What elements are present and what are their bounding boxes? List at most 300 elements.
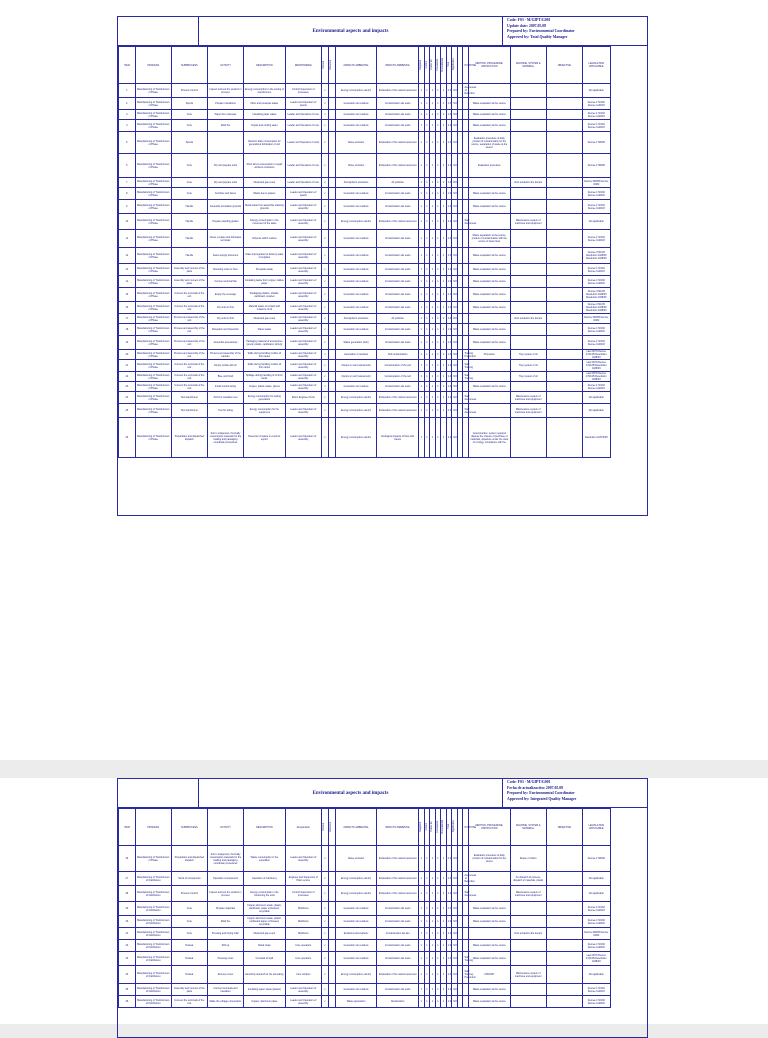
cell-activity: Blue unit finish bbox=[207, 372, 243, 382]
cell-score: 1 bbox=[441, 846, 447, 872]
cell-normal: x bbox=[321, 120, 328, 132]
cell-impact: Soil contamination bbox=[377, 350, 419, 360]
cell-description: Copper aluminum waste, plastic, cardboard, paper embossed, recyclable bbox=[244, 902, 286, 916]
cell-score: 1 bbox=[435, 360, 441, 372]
cell-subprocess: Process Control bbox=[171, 84, 207, 98]
cell-score: 1 bbox=[441, 302, 447, 314]
column-header-responsible-label: RESPONSIBLE bbox=[294, 63, 312, 67]
cell-normal: x bbox=[321, 404, 328, 418]
cell-machine: Dust extraction the dumps bbox=[510, 314, 546, 324]
cell-impact: Contamination del suelo bbox=[377, 110, 419, 120]
cell-purpose: Staff Training bbox=[463, 360, 469, 372]
cell-impact: Contamination of the soil bbox=[377, 372, 419, 382]
cell-objective bbox=[546, 372, 582, 382]
column-header-abnormal-label: Abnormal bbox=[330, 821, 333, 832]
cell-score: 1 bbox=[419, 886, 425, 902]
cell-score: 1 bbox=[430, 966, 436, 984]
cell-activity: Prepare materials bbox=[207, 902, 243, 916]
column-header-purpose-label: PURPOSE bbox=[464, 63, 477, 67]
cell-score: 1.6 bbox=[446, 230, 452, 248]
cell-responsible: Leader and Operators of assembly bbox=[285, 276, 321, 288]
cell-method bbox=[468, 372, 510, 382]
cell-aspect: Generation de residuos bbox=[335, 902, 377, 916]
cell-process: Manufacturing of Transformers of Phase bbox=[135, 132, 171, 154]
cell-law: Not applicable bbox=[582, 886, 610, 902]
cell-activity: Dry and prepare units bbox=[207, 178, 243, 188]
cell-method: Evaluation procedure of daily product of contamination for the source bbox=[468, 846, 510, 872]
cell-machine bbox=[510, 940, 546, 952]
cell-significant: NO bbox=[452, 336, 458, 350]
cell-aspect: Generation de residuos bbox=[335, 984, 377, 996]
sheet-page-2 bbox=[117, 778, 648, 1038]
cell-score: 1 bbox=[441, 120, 447, 132]
cell-score: 1 bbox=[419, 350, 425, 360]
cell-aspect: Energy consumption electric bbox=[335, 418, 377, 458]
cell-objective bbox=[546, 276, 582, 288]
column-header-legislation bbox=[582, 809, 610, 846]
cell-score: 1 bbox=[430, 188, 436, 200]
cell-score: 1 bbox=[435, 214, 441, 230]
column-header-process-label: PROCESS bbox=[147, 825, 160, 829]
table-row bbox=[119, 996, 647, 1008]
cell-score: 1 bbox=[430, 392, 436, 404]
cell-significant: NO bbox=[452, 154, 458, 178]
cell-aspect: Energy consumption electric bbox=[335, 404, 377, 418]
cell-activity: Assemble simulation grounds bbox=[207, 200, 243, 214]
cell-normal: x bbox=[321, 350, 328, 360]
cell-description: Energy consumption for testing generators bbox=[244, 392, 286, 404]
cell-score: 1 bbox=[441, 984, 447, 996]
cell-law: Law 09/79 Decree 4741/05 Resolution 1188/03 bbox=[582, 952, 610, 966]
cell-score: 1 bbox=[435, 382, 441, 392]
cell-abnormal bbox=[328, 120, 335, 132]
cell-score: 1 bbox=[430, 214, 436, 230]
table-row bbox=[119, 846, 647, 872]
cell-score: 1 bbox=[419, 360, 425, 372]
cell-impact: Contamination del suelo bbox=[377, 984, 419, 996]
cell-subprocess: Core bbox=[171, 154, 207, 178]
cell-impact: Contamination del suelo bbox=[377, 336, 419, 350]
cell-description: Copper, plastic waste, gloves bbox=[244, 382, 286, 392]
cell-score: 1 bbox=[419, 372, 425, 382]
cell-activity: Test for wiring bbox=[207, 404, 243, 418]
cell-law: Decree 1713/02 Decree 1140/03 bbox=[582, 916, 610, 928]
cell-score: 1 bbox=[419, 248, 425, 264]
cell-abnormal bbox=[328, 132, 335, 154]
meta-prepared-by: Prepared by: Environmental Coordinator bbox=[507, 29, 575, 33]
cell-item: 1 bbox=[119, 84, 136, 98]
cell-responsible: Leader and Operators of assembly bbox=[285, 382, 321, 392]
column-header-abnormal-label: Abnormal bbox=[330, 59, 333, 70]
cell-score: 1 bbox=[430, 350, 436, 360]
cell-score: 1 bbox=[424, 872, 430, 886]
cell-objective bbox=[546, 404, 582, 418]
cell-normal: x bbox=[321, 154, 328, 178]
cell-abnormal bbox=[328, 314, 335, 324]
cell-score: 1.6 bbox=[446, 928, 452, 940]
cell-law: Not applicable bbox=[582, 392, 610, 404]
aspects-table-page-2 bbox=[118, 808, 647, 1008]
cell-description: Insulating waste from copper, cables paper bbox=[244, 276, 286, 288]
cell-score: 1 bbox=[424, 360, 430, 372]
column-header-normal bbox=[321, 47, 328, 84]
cell-normal: x bbox=[321, 98, 328, 110]
cell-activity: Dry units in Port bbox=[207, 302, 243, 314]
table-row bbox=[119, 120, 647, 132]
cell-purpose: Staff Awareness bbox=[463, 392, 469, 404]
cell-item: 21 bbox=[119, 360, 136, 372]
cell-law: Decree 1713/02 Decree 1140/03 bbox=[582, 984, 610, 996]
cell-responsible: Leader and Operators of assembly bbox=[285, 360, 321, 372]
cell-method: Waste separation at the source bbox=[468, 188, 510, 200]
cell-score: 1 bbox=[435, 264, 441, 276]
cell-machine bbox=[510, 154, 546, 178]
cell-score: 1.6 bbox=[446, 98, 452, 110]
cell-score: 1.6 bbox=[446, 110, 452, 120]
meta-approved-by: Approved by: Total Quality Manager bbox=[507, 34, 568, 39]
cell-score: 1 bbox=[435, 178, 441, 188]
cell-score: 1 bbox=[430, 178, 436, 188]
cell-score: 1.6 bbox=[446, 276, 452, 288]
cell-purpose: Staff Training bbox=[464, 373, 473, 380]
cell-law: Decree 1728/96 bbox=[582, 132, 610, 154]
cell-score: 1 bbox=[424, 916, 430, 928]
cell-score: 1 bbox=[419, 966, 425, 984]
cell-score: 1 bbox=[424, 350, 430, 360]
cell-impact: Exhaustion of the natural resources bbox=[377, 966, 419, 984]
column-header-legislation-label: LEGISLATION APPLICABLE bbox=[588, 824, 605, 830]
meta-code: Code: F03 - M/GIPT/G001 bbox=[507, 18, 551, 22]
cell-process: Manufacturing of Transformers of Phase bbox=[136, 315, 170, 322]
cell-subprocess: Assembly and connect of the parts bbox=[171, 264, 207, 276]
cell-method: Waste separation at the source bbox=[468, 984, 510, 996]
aspects-table-page-1 bbox=[118, 46, 647, 458]
cell-objective bbox=[546, 846, 582, 872]
cell-score: 1 bbox=[424, 110, 430, 120]
cell-activity: Operation compressors bbox=[207, 872, 243, 886]
cell-objective bbox=[546, 288, 582, 302]
cell-impact: Contamination del suelo bbox=[377, 120, 419, 132]
cell-law: Decree 1713/02 Decree 1140/03 bbox=[582, 276, 610, 288]
cell-method: Waste separation at the source bbox=[468, 110, 510, 120]
column-header-machine-label: MACHINE, SYSTEM & MATERIAL bbox=[515, 62, 541, 68]
cell-method: Waste separation at the source bbox=[468, 248, 510, 264]
cell-abnormal bbox=[328, 902, 335, 916]
cell-method: Waste separation at the source bbox=[468, 382, 510, 392]
cell-method: Waste separation at the source bbox=[468, 288, 510, 302]
cell-objective bbox=[546, 966, 582, 984]
cell-abnormal bbox=[328, 248, 335, 264]
cell-abnormal bbox=[328, 404, 335, 418]
cell-description: Waste due to papers bbox=[244, 188, 286, 200]
cell-description: Electricity demand for the annealing bbox=[244, 966, 286, 984]
cell-machine bbox=[510, 952, 546, 966]
cell-score: 1 bbox=[441, 188, 447, 200]
cell-impact: Exhaustion of the natural resources bbox=[377, 872, 419, 886]
cell-responsible: Leader and Operators of core bbox=[285, 110, 321, 120]
cell-significant: NO bbox=[452, 264, 458, 276]
cell-item: 30 bbox=[119, 916, 136, 928]
table-row bbox=[119, 132, 647, 154]
cell-responsible: Leader and Operators of assembly bbox=[285, 350, 321, 360]
cell-law: Decree 1728/96 bbox=[582, 846, 610, 872]
cell-score: 1.6 bbox=[446, 214, 452, 230]
cell-law: Decree 1713/02 Decree 1140/03 bbox=[582, 940, 610, 952]
cell-responsible: Leader and Operators of assembly bbox=[285, 288, 321, 302]
cell-score: 1 bbox=[441, 288, 447, 302]
cell-aspect: Generation de residuos bbox=[335, 200, 377, 214]
cell-score: 1.6 bbox=[446, 314, 452, 324]
cell-machine: Maintenance system of machines and equipment bbox=[510, 392, 546, 404]
cell-score: 1 bbox=[441, 902, 447, 916]
column-header-subprocess bbox=[171, 47, 207, 84]
cell-aspect: Energy consumption electric bbox=[335, 214, 377, 230]
cell-abnormal bbox=[328, 372, 335, 382]
cell-method: CPF0407 bbox=[468, 966, 510, 984]
column-header-responsible-label: Responsible bbox=[296, 825, 310, 829]
cell-score: 1 bbox=[419, 872, 425, 886]
table-row bbox=[119, 302, 647, 314]
cell-responsible: Leader and Operators of assembly bbox=[285, 404, 321, 418]
cell-score: 1 bbox=[435, 872, 441, 886]
cell-process: Manufacturing of Transformers of Distribution bbox=[135, 872, 171, 886]
cell-activity: Mold the bbox=[207, 916, 243, 928]
cell-score: 1 bbox=[435, 336, 441, 350]
cell-score: 1.6 bbox=[446, 84, 452, 98]
cell-machine bbox=[510, 188, 546, 200]
cell-score: 1 bbox=[435, 120, 441, 132]
cell-significant: NO bbox=[452, 996, 458, 1008]
table-row bbox=[119, 214, 647, 230]
cell-subprocess: Connect the terminals of the unit bbox=[171, 372, 207, 382]
cell-method: Good practice: system required dispose the closure of purchase of materials, departure under the clear of ecology, compliance with the bbox=[468, 418, 510, 458]
cell-significant: NO bbox=[452, 846, 458, 872]
cell-subprocess: Process and assembly of the unit bbox=[171, 336, 207, 350]
cell-score: 1 bbox=[430, 902, 436, 916]
cell-significant: NO bbox=[452, 886, 458, 902]
cell-process: Manufacturing of Transformers of Phase bbox=[135, 324, 171, 336]
cell-score: 1 bbox=[441, 264, 447, 276]
cell-law: Decree 1713/02 Decree 1140/03 bbox=[582, 264, 610, 276]
cell-subprocess: Core bbox=[171, 902, 207, 916]
cell-score: 1.6 bbox=[446, 120, 452, 132]
cell-method: Waste separation at the source bbox=[468, 902, 510, 916]
cell-abnormal bbox=[328, 996, 335, 1008]
column-header-aspect-label: ASPECTO AMBIENTAL bbox=[343, 63, 369, 67]
cell-objective bbox=[546, 382, 582, 392]
cell-objective bbox=[546, 392, 582, 404]
cell-objective bbox=[546, 132, 582, 154]
column-header-item-label: ITEM bbox=[123, 825, 130, 829]
cell-score: 1.6 bbox=[446, 324, 452, 336]
cell-machine bbox=[510, 120, 546, 132]
cell-law: Decree 1713/02 Decree 1140/03 bbox=[582, 324, 610, 336]
column-header-subprocess bbox=[171, 809, 207, 846]
cell-normal: x bbox=[321, 276, 328, 288]
cell-subprocess: Core bbox=[171, 928, 207, 940]
cell-law: Decree 1713/02 Decree 1140/03 bbox=[582, 382, 610, 392]
cell-score: 1 bbox=[441, 372, 447, 382]
cell-objective bbox=[546, 952, 582, 966]
cell-machine bbox=[510, 276, 546, 288]
cell-subprocess: Core bbox=[171, 120, 207, 132]
cell-score: 1 bbox=[430, 132, 436, 154]
column-header-description bbox=[244, 47, 286, 84]
cell-abnormal bbox=[328, 188, 335, 200]
cell-law: Decree 1713/02 Decree 1140/03 bbox=[582, 902, 610, 916]
cell-score: 1 bbox=[441, 132, 447, 154]
cell-score: 1 bbox=[441, 382, 447, 392]
cell-significant: NO bbox=[452, 984, 458, 996]
cell-aspect: Generation de residuos bbox=[335, 98, 377, 110]
cell-item: 34 bbox=[119, 966, 136, 984]
cell-impact: Contamination del suelo bbox=[377, 200, 419, 214]
cell-activity: Make the voltage connections bbox=[207, 996, 243, 1008]
cell-law: Decree 948/95 Decree 02/82 bbox=[582, 928, 610, 940]
table-row bbox=[119, 372, 647, 382]
cell-score: 1 bbox=[430, 952, 436, 966]
cell-impact: Contamination del suelo bbox=[377, 248, 419, 264]
cell-activity: Remove cores bbox=[207, 966, 243, 984]
cell-score: 1.6 bbox=[446, 886, 452, 902]
cell-score: 1 bbox=[419, 132, 425, 154]
cell-impact: Exhaustion of the natural resources bbox=[377, 404, 419, 418]
cell-normal: x bbox=[321, 288, 328, 302]
cell-aspect: Generation de residuos bbox=[335, 188, 377, 200]
cell-impact: Exhaustion of the natural resources bbox=[377, 84, 419, 98]
cell-normal: x bbox=[321, 418, 328, 458]
cell-score: 1 bbox=[419, 846, 425, 872]
cell-description: Material waste of contact with nuisance of oil bbox=[244, 302, 286, 314]
cell-process: Manufacturing of Transformers of Phase bbox=[135, 846, 171, 872]
cell-score: 1 bbox=[424, 214, 430, 230]
criteria-label: Significativo bbox=[453, 820, 456, 833]
cell-description: Energy consumption for the equipment bbox=[244, 404, 286, 418]
cell-normal: x bbox=[321, 966, 328, 984]
cell-process: Manufacturing of Transformers of Phase bbox=[135, 98, 171, 110]
table-row bbox=[119, 382, 647, 392]
cell-score: 1 bbox=[424, 928, 430, 940]
cell-item: 13 bbox=[119, 264, 136, 276]
cell-method bbox=[468, 360, 510, 372]
cell-method: Waste separation at the source bbox=[468, 200, 510, 214]
table-row bbox=[119, 928, 647, 940]
cell-score: 1 bbox=[435, 984, 441, 996]
cell-impact: Air pollution bbox=[377, 314, 419, 324]
column-header-method-label: METHOD, PROCEDURE, INSTRUCTION bbox=[475, 824, 504, 830]
cell-abnormal bbox=[328, 984, 335, 996]
column-header-description-label: DESCRIPTION bbox=[256, 63, 273, 67]
cell-score: 1 bbox=[419, 98, 425, 110]
cell-abnormal bbox=[328, 336, 335, 350]
cell-score: 1 bbox=[424, 288, 430, 302]
cell-subprocess: Process and assembly of the unit bbox=[171, 314, 207, 324]
cell-item: 23 bbox=[119, 382, 136, 392]
cell-objective bbox=[546, 902, 582, 916]
cell-objective bbox=[546, 264, 582, 276]
cell-item: 6 bbox=[119, 154, 136, 178]
cell-abnormal bbox=[328, 276, 335, 288]
cell-abnormal bbox=[328, 872, 335, 886]
cell-subprocess: Nuclear bbox=[171, 966, 207, 984]
cell-abnormal bbox=[328, 360, 335, 372]
cell-aspect: Emissions atmospheric bbox=[335, 928, 377, 940]
cell-score: 1 bbox=[424, 132, 430, 154]
cell-impact: Ecological impacts of floor with facets bbox=[377, 418, 419, 458]
cell-subprocess: Test transformer bbox=[171, 392, 207, 404]
cell-objective bbox=[546, 188, 582, 200]
cell-objective bbox=[546, 872, 582, 886]
column-header-subprocess-label: SUBPROCESS bbox=[181, 63, 198, 67]
cell-abnormal bbox=[328, 940, 335, 952]
table-row bbox=[119, 916, 647, 928]
cell-score: 1 bbox=[424, 178, 430, 188]
cell-responsible: Leader and Operators of assembly bbox=[285, 418, 321, 458]
cell-impact: Exhaustion of the natural resources bbox=[377, 214, 419, 230]
cell-item: 36 bbox=[119, 996, 136, 1008]
column-header-process bbox=[135, 809, 171, 846]
table-row bbox=[119, 350, 647, 360]
cell-impact: Contamination del suelo bbox=[377, 902, 419, 916]
cell-impact: Contamination del suelo bbox=[377, 302, 419, 314]
cell-subprocess: Process Control bbox=[171, 886, 207, 902]
cell-impact: Contamination del suelo bbox=[377, 264, 419, 276]
cell-item: 18 bbox=[119, 324, 136, 336]
cell-score: 1.6 bbox=[446, 966, 452, 984]
column-header-activity bbox=[207, 809, 243, 846]
cell-subprocess: Process and assembly of the unit bbox=[171, 324, 207, 336]
cell-method bbox=[468, 928, 510, 940]
cell-normal: x bbox=[321, 372, 328, 382]
meta-update-date: Fecha de actualización: 2007.05.08 bbox=[507, 785, 563, 790]
cell-significant: NO bbox=[452, 952, 458, 966]
cell-normal: x bbox=[321, 264, 328, 276]
criteria-label: Partes int. bbox=[431, 59, 434, 70]
cell-objective bbox=[546, 120, 582, 132]
cell-score: 1 bbox=[424, 940, 430, 952]
cell-activity bbox=[207, 132, 243, 154]
cell-normal: x bbox=[321, 928, 328, 940]
cell-item: 26 bbox=[119, 846, 136, 872]
column-header-impact bbox=[377, 47, 419, 84]
cell-law: Law 09/79 Decree 4741/05 Resolution 1188/03 bbox=[582, 372, 610, 382]
cell-process: Manufacturing of Transformers of Phase bbox=[135, 288, 171, 302]
cell-law: Resolution 1047/0/05 bbox=[582, 418, 610, 458]
cell-score: 1 bbox=[430, 110, 436, 120]
cell-score: 1 bbox=[419, 214, 425, 230]
cell-purpose: Staff Awareness bbox=[463, 886, 469, 902]
cell-process: Manufacturing of Transformers of Distribution bbox=[135, 952, 171, 966]
criteria-label: Significativo bbox=[453, 58, 456, 71]
cell-impact: Exhaustion of the natural resources bbox=[377, 392, 419, 404]
cell-score: 1.6 bbox=[446, 154, 452, 178]
cell-method bbox=[468, 314, 510, 324]
cell-score: 1.6 bbox=[446, 350, 452, 360]
cell-objective bbox=[546, 886, 582, 902]
cell-score: 1 bbox=[419, 230, 425, 248]
cell-process: Manufacturing of Transformers of Phase bbox=[136, 179, 170, 186]
cell-description: Spillage during handling of oil from tanks bbox=[244, 372, 286, 382]
cell-description: Metal and gas event bbox=[244, 928, 286, 940]
column-header-objective bbox=[546, 809, 582, 846]
cell-score: 1 bbox=[419, 302, 425, 314]
cell-aspect: Generation de residuos bbox=[335, 288, 377, 302]
cell-aspect: Energy consumption electric bbox=[335, 872, 377, 886]
cell-normal: x bbox=[321, 230, 328, 248]
cell-method: Evaluation procedure bbox=[468, 154, 510, 178]
cell-score: 1.6 bbox=[446, 188, 452, 200]
cell-score: 1 bbox=[441, 324, 447, 336]
